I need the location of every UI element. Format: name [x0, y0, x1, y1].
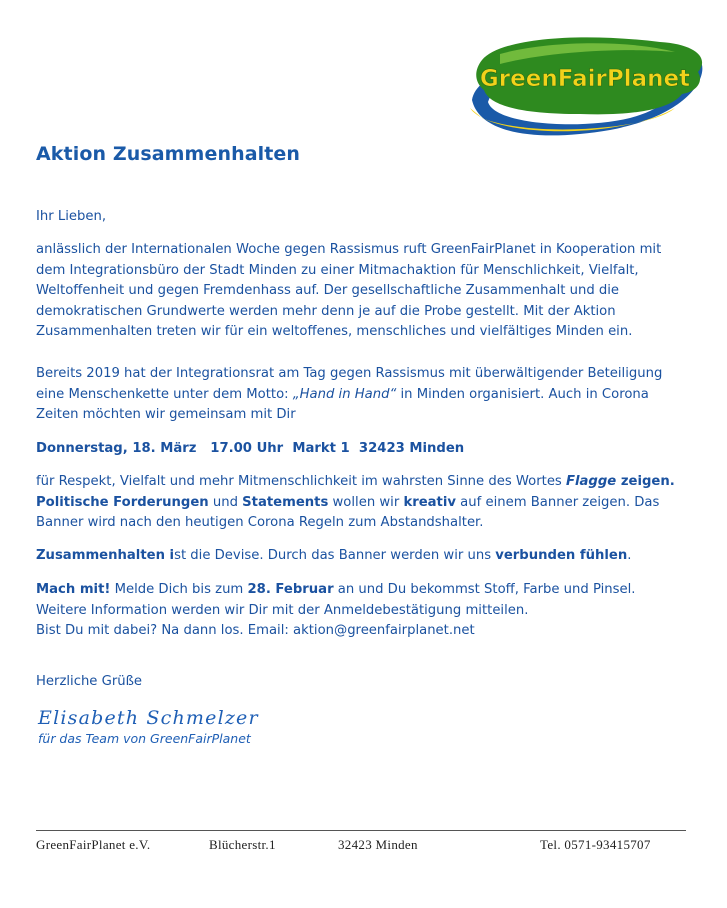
event-time: 17.00 Uhr	[210, 441, 284, 456]
motto-paragraph: Zusammenhalten ist die Devise. Durch das Banner werden wir uns verbunden fühlen.	[36, 548, 632, 563]
respect-paragraph: für Respekt, Vielfalt und mehr Mitmenschlichkeit im wahrsten Sinne des Wortes Flagge zeigen. Politische Forderungen und Statements wollen wir kreativ auf einem Banner zeigen. Das Banner wird nach den heutigen Corona Regeln zum Abstandshalter.	[36, 474, 675, 530]
motto-text: „Hand in Hand“	[292, 386, 397, 402]
event-details	[36, 439, 684, 460]
footer-city: 32423 Minden	[338, 837, 418, 852]
event-date: Donnerstag, 18. März	[36, 441, 197, 456]
join-paragraph: Mach mit! Melde Dich bis zum 28. Februar an und Du bekommst Stoff, Farbe und Pinsel. Weitere Information werden wir Dir mit der Anmeldebestätigung mitteilen. Bist Du mit dabei? Na dann los. Email: aktion@greenfairplanet.net	[36, 580, 684, 642]
closing: Herzliche Grüße	[36, 674, 143, 689]
history-paragraph: Bereits 2019 hat der Integrationsrat am Tag gegen Rassismus mit überwältigender Beteiligung eine Menschenkette unter dem Motto: „Hand in Hand“ in Minden organisiert. Auch in Corona Zeiten möchten wir gemeinsam mit Dir	[36, 366, 663, 422]
contact-line: Bist Du mit dabei? Na dann los. Email: aktion@greenfairplanet.net	[36, 623, 475, 638]
event-city: 32423 Minden	[358, 441, 465, 456]
footer-street: Blücherstr.1	[209, 837, 276, 852]
page-title: Aktion Zusammenhalten	[36, 143, 301, 165]
signature: Elisabeth Schmelzer	[38, 707, 259, 729]
footer-phone: Tel. 0571-93415707	[540, 837, 651, 852]
team-line: für das Team von GreenFairPlanet	[38, 731, 251, 746]
greenfairplanet-logo	[460, 30, 710, 145]
intro-paragraph: anlässlich der Internationalen Woche gegen Rassismus ruft GreenFairPlanet in Kooperation mit dem Integrationsbüro der Stadt Minden zu einer Mitmachaktion für Menschlichkeit, Vielfalt, Weltoffenheit und gegen Fremdenhass auf. Der gesellschaftliche Zusammenhalt und die demokratischen Grundwerte werden mehr denn je auf die Probe gestellt. Mit der Aktion Zusammenhalten treten wir für ein weltoffenes, menschliches und vielfältiges Minden ein.	[36, 242, 662, 339]
footer-divider	[36, 830, 686, 831]
footer-org: GreenFairPlanet e.V.	[36, 837, 151, 852]
logo-text: GreenFairPlanet	[479, 66, 691, 92]
greeting: Ihr Lieben,	[36, 209, 107, 224]
event-place: Markt 1	[292, 441, 350, 456]
